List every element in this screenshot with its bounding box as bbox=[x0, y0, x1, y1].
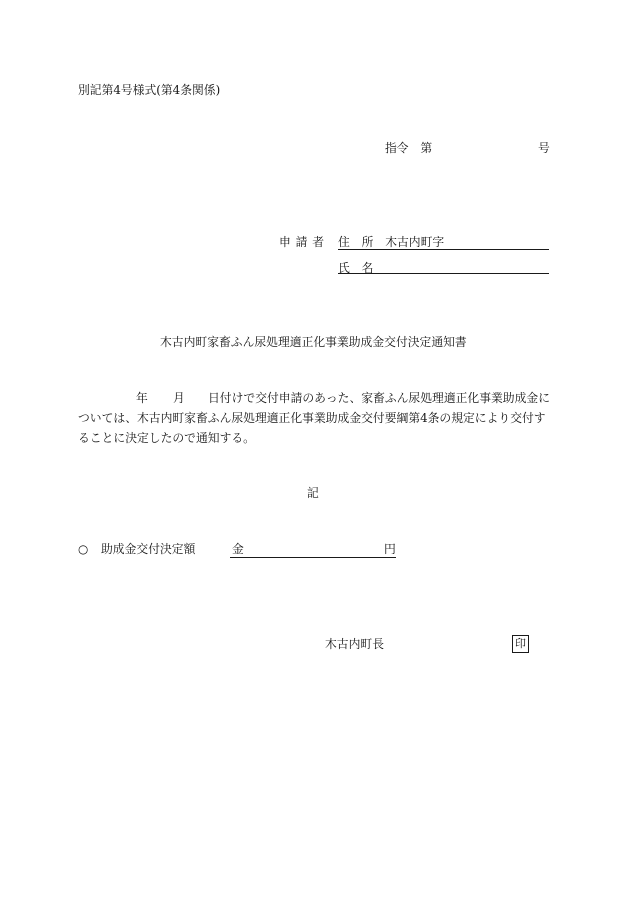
decision-amount-suffix: 円 bbox=[384, 542, 396, 556]
body-line-3: ることに決定したので通知する。 bbox=[78, 431, 255, 445]
ki-heading: 記 bbox=[307, 486, 319, 500]
directive-number-label: 指令 第 bbox=[385, 141, 433, 155]
applicant-address: 住 所 木古内町字 bbox=[338, 235, 445, 249]
name-underline bbox=[338, 273, 549, 274]
decision-bullet: ○ bbox=[78, 542, 89, 556]
issuer-name: 木古内町長 bbox=[325, 637, 384, 651]
body-line-1: 日付けで交付申請のあった、家畜ふん尿処理適正化事業助成金に bbox=[208, 391, 550, 405]
body-month: 月 bbox=[173, 391, 185, 405]
directive-number-suffix: 号 bbox=[538, 141, 550, 155]
decision-amount-prefix: 金 bbox=[232, 542, 244, 556]
form-reference: 別記第4号様式(第4条関係) bbox=[78, 83, 221, 97]
applicant-name-label: 氏 名 bbox=[338, 261, 374, 275]
applicant-label: 申請者 bbox=[279, 235, 329, 249]
document-title: 木古内町家畜ふん尿処理適正化事業助成金交付決定通知書 bbox=[160, 335, 467, 349]
body-line-2: ついては、木古内町家畜ふん尿処理適正化事業助成金交付要綱第4条の規定により交付す bbox=[78, 411, 546, 425]
seal-mark: 印 bbox=[512, 635, 529, 653]
address-underline bbox=[338, 249, 549, 250]
body-year: 年 bbox=[136, 391, 148, 405]
decision-label: 助成金交付決定額 bbox=[101, 542, 196, 556]
amount-underline bbox=[230, 557, 396, 558]
